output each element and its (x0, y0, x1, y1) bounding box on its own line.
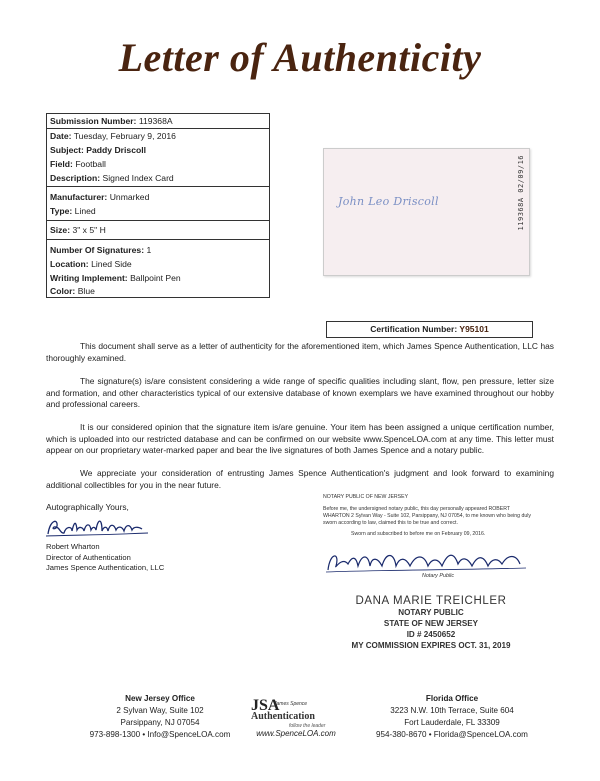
card-signature: John Leo Driscoll (338, 195, 439, 208)
detail-label: Location: (50, 259, 89, 269)
notary-header: NOTARY PUBLIC OF NEW JERSEY (323, 494, 409, 500)
detail-value: Tuesday, February 9, 2016 (73, 131, 176, 141)
body-paragraph: We appreciate your consideration of entrusting James Spence Authentication's judgment and look forward to examining additional collectibles for you in the near future. (46, 468, 554, 490)
detail-row-description (50, 173, 174, 183)
detail-label: Date: (50, 131, 72, 141)
detail-row-signatures (50, 245, 151, 255)
table-divider (47, 220, 269, 221)
website-link[interactable]: www.SpenceLOA.com (256, 729, 336, 738)
signer-name: Robert Wharton (46, 542, 100, 551)
notary-sworn: Sworn and subscribed to before me on February 09, 2016. (351, 531, 486, 537)
detail-value: 1 (146, 245, 152, 255)
detail-row-subject (50, 145, 146, 155)
jsa-logo-mark: JSA (251, 697, 280, 714)
detail-row-submission (50, 116, 173, 126)
detail-row-date (50, 131, 176, 141)
detail-value: 119368A (138, 116, 173, 126)
detail-row-manufacturer (50, 192, 149, 202)
detail-label: Description: (50, 173, 101, 183)
detail-label: Manufacturer: (50, 192, 108, 202)
body-paragraph: This document shall serve as a letter of authenticity for the aforementioned item, which James Spence Authentication, LLC has thoroughly examined. (46, 341, 554, 363)
office-line: Fort Lauderdale, FL 33309 (404, 718, 500, 727)
detail-label: Number Of Signatures: (50, 245, 145, 255)
office-contact: 954-380-8670 • Florida@SpenceLOA.com (376, 730, 528, 739)
detail-label: Type: (50, 206, 73, 216)
detail-value: Lined (74, 206, 96, 216)
notary-stamp-line: STATE OF NEW JERSEY (383, 619, 479, 628)
office-heading: Florida Office (425, 694, 479, 703)
notary-statement (323, 494, 533, 538)
detail-value: Ballpoint Pen (130, 273, 181, 283)
office-line: Parsippany, NJ 07054 (120, 718, 200, 727)
detail-value: Football (75, 159, 106, 169)
certification-label: Certification Number: (370, 324, 458, 334)
notary-stamp-line: NOTARY PUBLIC (398, 608, 464, 617)
closing-line: Autographically Yours, (46, 502, 129, 512)
notary-stamp (331, 596, 531, 651)
detail-label: Writing Implement: (50, 273, 128, 283)
detail-value: 3" x 5" H (72, 225, 106, 235)
detail-value: Signed Index Card (102, 173, 174, 183)
detail-label: Size: (50, 225, 71, 235)
signer-block (46, 542, 164, 574)
notary-stamp-line: MY COMMISSION EXPIRES OCT. 31, 2019 (351, 641, 511, 650)
detail-row-size (50, 225, 106, 235)
card-stamp: 119368A 02/09/16 (517, 155, 525, 231)
office-contact: 973-898-1300 • Info@SpenceLOA.com (89, 730, 231, 739)
office-heading: New Jersey Office (125, 694, 195, 703)
detail-value: Paddy Driscoll (86, 145, 146, 155)
notary-signature-label: Notary Public (422, 573, 455, 579)
jsa-logo-wordmark: Authentication (251, 711, 315, 722)
office-line: 2 Sylvan Way, Suite 102 (116, 706, 204, 715)
notary-stamp-line: ID # 2450652 (406, 630, 456, 639)
signed-index-card-image (323, 148, 530, 276)
nj-office-address (80, 693, 240, 741)
detail-label: Field: (50, 159, 73, 169)
item-details-table (46, 113, 270, 298)
fl-office-address (372, 693, 532, 741)
office-line: 3223 N.W. 10th Terrace, Suite 604 (390, 706, 514, 715)
table-divider (47, 186, 269, 187)
table-divider (47, 239, 269, 240)
detail-row-type (50, 206, 96, 216)
body-paragraph: The signature(s) is/are consistent considering a wide range of specific qualities including slant, flow, pen pressure, letter size and formation, and other characteristics typical of our extensive database of known exemplars we have examined throughout our hobby and professional careers. (46, 376, 554, 410)
body-paragraph: It is our considered opinion that the signature item is/are genuine. Your item has been assigned a unique certification number, which is uploaded into our restricted database and can be confirmed on our website www.SpenceLOA.com at any time. This letter must appear on our proprietary water-marked paper and bear the live signatures of both James Spence and a notary public. (46, 422, 554, 456)
page-title: Letter of Authenticity (118, 35, 482, 80)
jsa-logo-name: James Spence (274, 701, 308, 707)
detail-row-implement (50, 273, 181, 283)
detail-label: Color: (50, 286, 76, 296)
signer-company: James Spence Authentication, LLC (46, 563, 165, 572)
signer-title: Director of Authentication (46, 552, 131, 562)
notary-name: DANA MARIE TREICHLER (355, 595, 507, 607)
detail-row-location (50, 259, 132, 269)
detail-value: Unmarked (109, 192, 150, 202)
detail-value: Blue (77, 286, 95, 296)
certification-number: Y95101 (459, 324, 489, 334)
detail-row-field (50, 159, 106, 169)
table-divider (47, 128, 269, 129)
jsa-logo-tagline: follow the leader (289, 723, 326, 729)
detail-row-color (50, 286, 95, 296)
certification-number-box (326, 321, 533, 338)
notary-body: Before me, the undersigned notary public, this day personally appeared ROBERT WHARTON 2 Sylvan Way - Suite 102, Parsippany, NJ 07054, to me known who being duly sworn according to law, claimed this to be true and correct. (323, 506, 531, 526)
detail-label: Subject: (50, 145, 84, 155)
detail-label: Submission Number: (50, 116, 137, 126)
detail-value: Lined Side (91, 259, 132, 269)
